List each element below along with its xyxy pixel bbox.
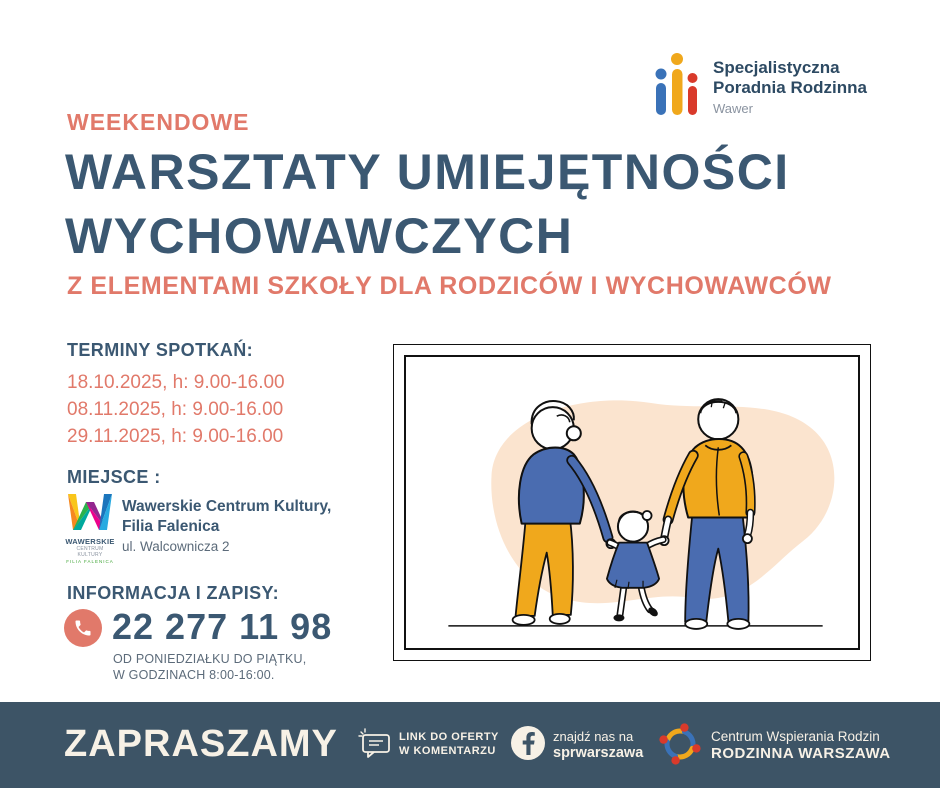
wck-w-icon — [66, 494, 114, 530]
partner-text — [711, 728, 891, 762]
phone-handset-icon — [73, 618, 93, 638]
venue-logo-line3: FILIA FALENICA — [66, 559, 114, 564]
venue-name-line1: Wawerskie Centrum Kultury, — [122, 498, 332, 515]
partner-line2: RODZINNA WARSZAWA — [711, 745, 891, 762]
eyebrow: WEEKENDOWE — [67, 109, 250, 135]
schedule-heading: TERMINY SPOTKAŃ: — [67, 340, 254, 360]
venue-name-line2: Filia Falenica — [122, 518, 220, 535]
org-name-line3: Wawer — [713, 101, 753, 116]
illustration-frame — [393, 344, 871, 661]
venue-heading: MIEJSCE : — [67, 467, 161, 487]
phone-hours-line2: W GODZINACH 8:00-16:00. — [113, 668, 275, 682]
subtitle: Z ELEMENTAMI SZKOŁY DLA RODZICÓW I WYCHOWAWCÓW — [67, 272, 832, 300]
title-line1: WARSZTATY UMIEJĘTNOŚCI — [65, 144, 790, 200]
page-title — [65, 140, 790, 268]
rodzinna-warszawa-icon — [656, 720, 704, 773]
venue-logo-line1: WAWERSKIE — [65, 537, 115, 546]
phone-hours-line1: OD PONIEDZIAŁKU DO PIĄTKU, — [113, 652, 307, 666]
org-name-line2: Poradnia Rodzinna — [713, 78, 867, 97]
facebook-text — [553, 728, 643, 762]
footer-bar — [0, 702, 940, 788]
schedule-dates — [67, 369, 285, 450]
facebook-icon — [509, 724, 547, 767]
footer-cta: ZAPRASZAMY — [64, 723, 338, 765]
venue-logo — [64, 494, 116, 564]
footer-link-text — [399, 730, 499, 758]
phone-hours — [113, 651, 306, 683]
title-line2: WYCHOWAWCZYCH — [65, 208, 574, 264]
schedule-date: 18.10.2025, h: 9.00-16.00 — [67, 372, 285, 393]
footer-link-line1: LINK DO OFERTY — [399, 731, 499, 743]
venue-address: ul. Walcownicza 2 — [122, 539, 230, 554]
family-illustration — [406, 357, 858, 648]
facebook-line1: znajdź nas na — [553, 729, 634, 744]
three-figures-icon — [653, 52, 703, 116]
illustration-frame-inner — [404, 355, 860, 650]
org-name-line1: Specjalistyczna — [713, 58, 840, 77]
phone-number: 22 277 11 98 — [112, 606, 333, 647]
phone-icon — [64, 609, 102, 647]
schedule-date: 29.11.2025, h: 9.00-16.00 — [67, 426, 284, 447]
partner-line1: Centrum Wspierania Rodzin — [711, 729, 880, 744]
speech-bubble-icon — [356, 726, 394, 769]
org-logo — [653, 52, 867, 116]
schedule-date: 08.11.2025, h: 9.00-16.00 — [67, 399, 284, 420]
footer-link-line2: W KOMENTARZU — [399, 745, 496, 757]
venue-logo-line2: CENTRUM KULTURY — [76, 546, 104, 558]
venue-name — [122, 497, 331, 537]
facebook-line2: sprwarszawa — [553, 745, 644, 761]
contact-heading: INFORMACJA I ZAPISY: — [67, 583, 280, 603]
